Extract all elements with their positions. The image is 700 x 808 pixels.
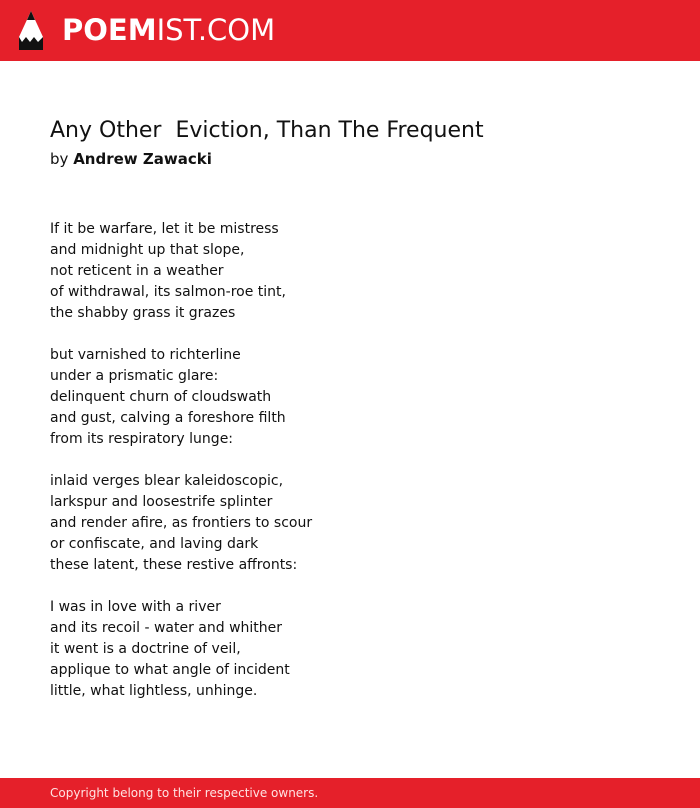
logo-bold-text: POEM [62, 13, 157, 47]
poem-line: and render afire, as frontiers to scour [50, 515, 313, 531]
poem-line: it went is a doctrine of veil, [50, 641, 241, 657]
byline [50, 149, 212, 169]
logo-light-text: IST.COM [156, 13, 276, 47]
by-label: by [50, 150, 69, 168]
poem-title: Any Other Eviction, Than The Frequent [50, 118, 484, 143]
poem-line: applique to what angle of incident [50, 662, 290, 678]
site-footer [0, 778, 700, 808]
poem-line: larkspur and loosestrife splinter [50, 494, 273, 510]
stanza [50, 219, 670, 324]
poem-line: but varnished to richterline [50, 347, 241, 363]
stanza [50, 345, 670, 450]
poem-line: these latent, these restive affronts: [50, 557, 298, 573]
poem-line: and gust, calving a foreshore filth [50, 410, 286, 426]
poem-line: and its recoil - water and whither [50, 620, 283, 636]
poem-line: inlaid verges blear kaleidoscopic, [50, 473, 284, 489]
poem-line: not reticent in a weather [50, 263, 224, 279]
stanza [50, 471, 670, 576]
site-logo[interactable] [62, 13, 275, 47]
poem-line: little, what lightless, unhinge. [50, 683, 258, 699]
site-header [0, 0, 700, 61]
copyright-text: Copyright belong to their respective owners. [50, 786, 319, 800]
poem-line: from its respiratory lunge: [50, 431, 234, 447]
author-name: Andrew Zawacki [73, 150, 212, 168]
poem-line: and midnight up that slope, [50, 242, 245, 258]
poem-line: I was in love with a river [50, 599, 221, 615]
poem-line: delinquent churn of cloudswath [50, 389, 272, 405]
poem-line: or confiscate, and laving dark [50, 536, 259, 552]
poem-line: of withdrawal, its salmon-roe tint, [50, 284, 286, 300]
pencil-tip-icon[interactable] [18, 10, 44, 51]
poem-body [50, 219, 670, 723]
poem-line: the shabby grass it grazes [50, 305, 236, 321]
poem-line: If it be warfare, let it be mistress [50, 221, 279, 237]
poem-line: under a prismatic glare: [50, 368, 219, 384]
stanza [50, 597, 670, 702]
